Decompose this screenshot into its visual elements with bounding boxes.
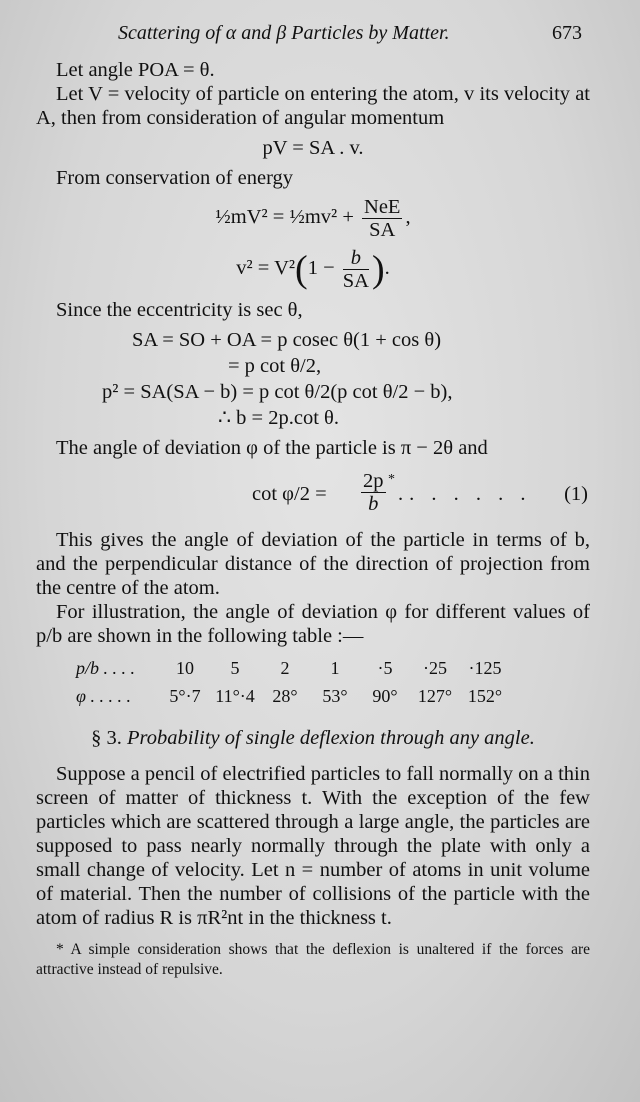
equation-sa: SA = SO + OA = p cosec θ(1 + cos θ) — [132, 329, 442, 351]
energy-fraction — [362, 196, 402, 241]
paragraph-deviation: The angle of deviation φ of the particle is π − 2θ and — [56, 437, 488, 459]
table-cell: 2 — [280, 658, 290, 678]
cot-lhs: cot φ/2 = — [252, 483, 327, 505]
equation-pcot: = p cot θ/2, — [228, 355, 322, 377]
deviation-table — [76, 654, 510, 710]
section-title: Probability of single deflexion through any angle. — [127, 727, 535, 749]
equation-momentum: pV = SA . v. — [262, 137, 364, 159]
paragraph-eccentricity: Since the eccentricity is sec θ, — [56, 299, 303, 321]
paragraph-gives: This gives the angle of deviation of the particle in terms of b, and the perpendicular distance of the direction of projection from the centre of the atom. — [36, 529, 590, 599]
running-header — [0, 22, 640, 50]
v2-lhs: v² = V² — [236, 257, 296, 280]
paragraph-velocity: Let V = velocity of particle on entering the atom, v its velocity at A, then from consideration of angular momentum — [36, 83, 590, 129]
energy-denominator: SA — [369, 219, 396, 241]
page-number: 673 — [552, 22, 582, 44]
cot-leader-dots: .. . . . . . — [398, 483, 532, 505]
equation-p2: p² = SA(SA − b) = p cot θ/2(p cot θ/2 − b), — [102, 381, 453, 403]
equation-b: ∴ b = 2p.cot θ. — [218, 407, 339, 429]
table-cell: 28° — [272, 686, 298, 706]
equation-block-sa — [102, 328, 590, 430]
table-row-pb — [76, 654, 510, 682]
table-cell: 1 — [330, 658, 340, 678]
cot-fraction — [361, 470, 386, 515]
running-title: Scattering of α and β Particles by Matter. — [118, 22, 450, 44]
page-body — [36, 58, 590, 996]
v2-fraction — [343, 247, 369, 292]
cot-numerator: 2p — [363, 470, 384, 492]
table-cell: ·25 — [423, 658, 447, 678]
table-cell: 90° — [372, 686, 398, 706]
v2-inner: 1 − — [307, 257, 335, 280]
table-row-phi — [76, 682, 510, 710]
v2-denominator: SA — [342, 270, 369, 292]
equation-energy: ½mV² = ½mv² + $\frac{\text{NeE}}{SA}$ , — [215, 196, 411, 241]
cot-denominator: b — [368, 493, 379, 515]
table-cell: 10 — [176, 658, 194, 678]
equation-cot — [36, 466, 590, 522]
table-cell: 11°·4 — [215, 686, 255, 706]
energy-numerator: NeE — [364, 196, 401, 218]
section-number: § 3. — [91, 727, 122, 749]
v2-numerator: b — [343, 247, 369, 270]
paragraph-illustration: For illustration, the angle of deviation φ for different values of p/b are shown in the following table :— — [36, 601, 590, 647]
paragraph-pencil: Suppose a pencil of electrified particles to fall normally on a thin screen of matter of thickness t. With the exception of the few particles which are scattered through a large angle, the particles are supposed to pass nearly normally through the plate with only a small change of velocity. Let n = number of atoms in unit volume of material. Then the number of collisions of the particle with the atom of radius R is πR²nt in the thickness t. — [36, 763, 590, 929]
table-cell: 53° — [322, 686, 348, 706]
table-cell: ·125 — [468, 658, 502, 678]
equation-v2: v² = V²(1 − $\frac{b}{SA}$ ). — [236, 247, 390, 292]
energy-lhs: ½mV² = ½mv² + — [215, 206, 354, 229]
table-label-phi: φ . . . . . — [76, 686, 131, 706]
section-heading — [36, 726, 590, 750]
table-cell: 127° — [417, 686, 453, 706]
table-cell: 5°·7 — [169, 686, 201, 706]
footnote-marker: * — [388, 472, 395, 487]
table-cell: 5 — [230, 658, 240, 678]
paragraph-conservation: From conservation of energy — [56, 167, 294, 189]
equation-number: (1) — [564, 483, 588, 505]
table-cell: 152° — [467, 686, 503, 706]
footnote: * A simple consideration shows that the deflexion is unaltered if the forces are attractive instead of repulsive. — [36, 941, 590, 978]
table-label-pb: p/b . . . . — [76, 658, 136, 678]
table-cell: ·5 — [377, 658, 393, 678]
angle-definition: Let angle POA = θ. — [56, 59, 215, 81]
